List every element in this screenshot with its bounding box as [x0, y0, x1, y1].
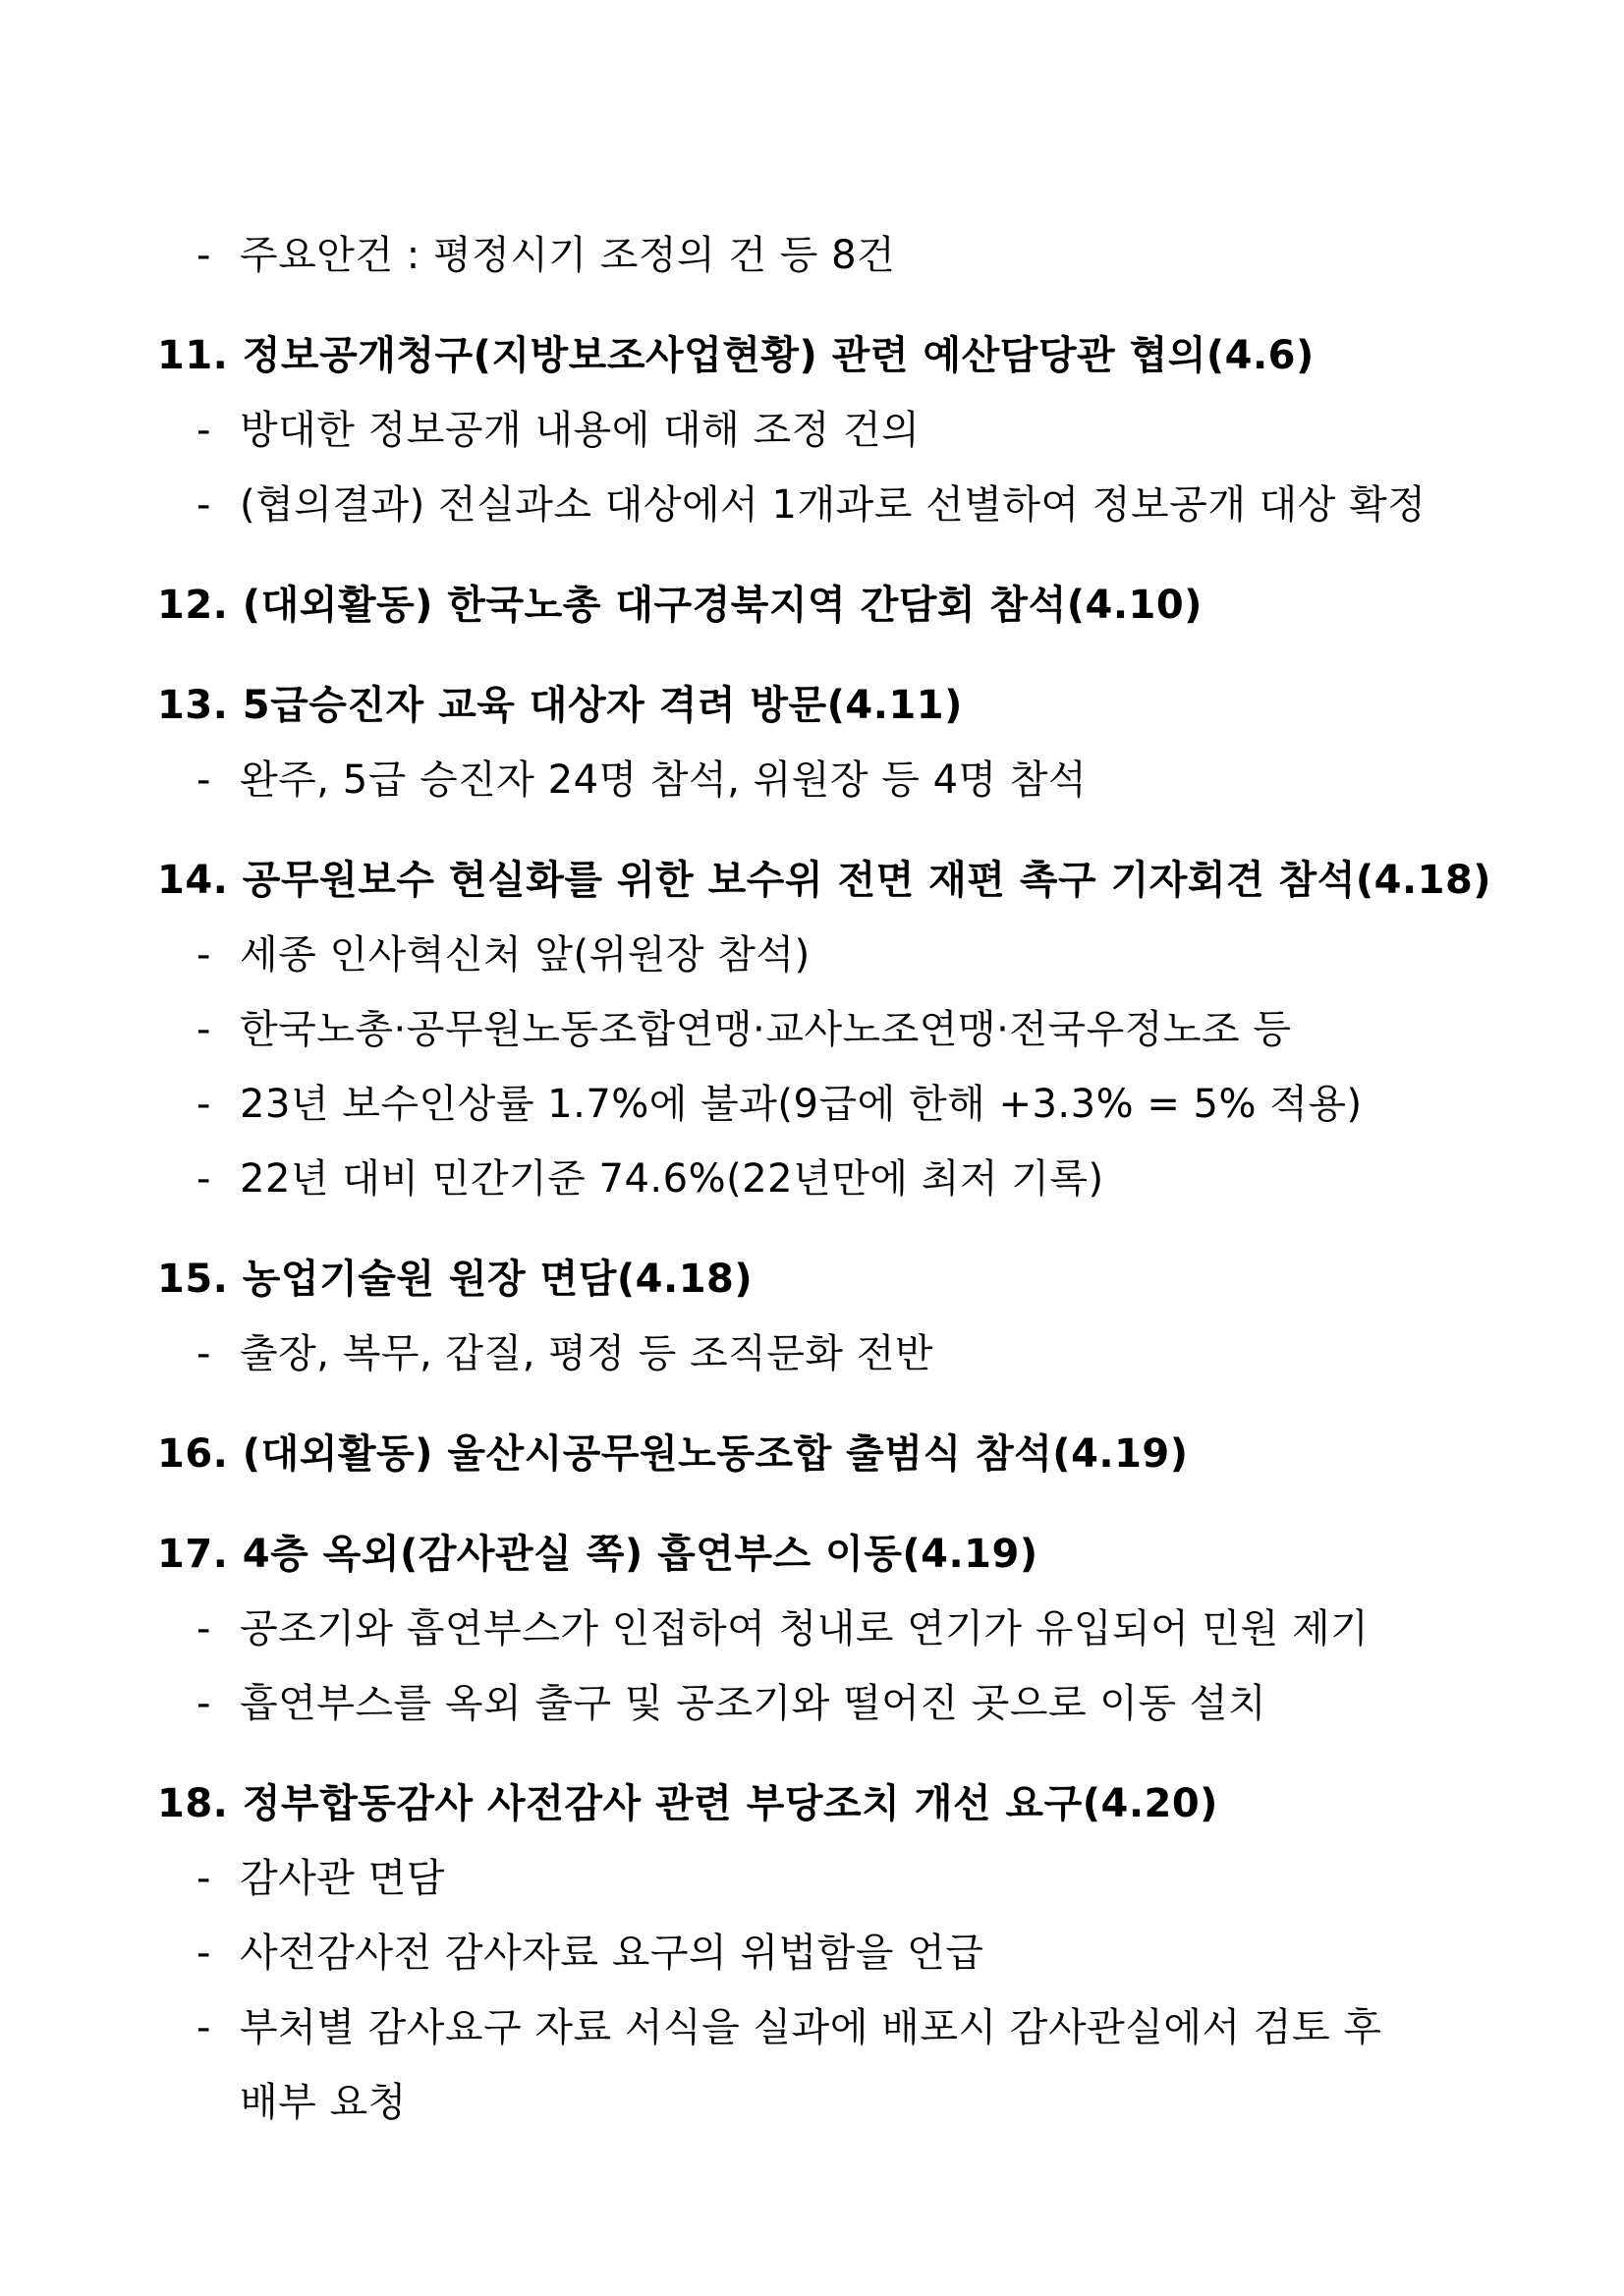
bullet-text: 공조기와 흡연부스가 인접하여 청내로 연기가 유입되어 민원 제기 [240, 1606, 1370, 1652]
bullet-text: 방대한 정보공개 내용에 대해 조정 건의 [240, 408, 921, 453]
bullet-text: 부처별 감사요구 자료 서식을 실과에 배포시 감사관실에서 검토 후 [240, 2005, 1382, 2050]
section-heading-13: 13. 5급승진자 교육 대상자 격려 방문(4.11) [157, 683, 963, 728]
bullet-text: 흡연부스를 옥외 출구 및 공조기와 떨어진 곳으로 이동 설치 [240, 1681, 1267, 1726]
bullet-dash: - [196, 2005, 211, 2050]
section-heading-11: 11. 정보공개청구(지방보조사업현황) 관련 예산담당관 협의(4.6) [157, 333, 1315, 378]
bullet-dash: - [196, 757, 211, 803]
bullet-text: 감사관 면담 [240, 1856, 445, 1901]
bullet-item [196, 931, 811, 979]
bullet-text: 세종 인사혁신처 앞(위원장 참석) [240, 932, 811, 978]
bullet-item [196, 1330, 933, 1377]
bullet-item [196, 407, 920, 454]
bullet-text: 주요안건 : 평정시기 조정의 건 등 8건 [240, 233, 896, 278]
bullet-text: 사전감사전 감사자료 요구의 위법함을 언급 [240, 1931, 984, 1976]
bullet-text: 22년 대비 민간기준 74.6%(22년만에 최저 기록) [240, 1156, 1104, 1202]
bullet-item [196, 1081, 1363, 1128]
bullet-dash: - [196, 1156, 211, 1202]
bullet-text: 한국노총·공무원노동조합연맹·교사노조연맹·전국우정노조 등 [240, 1007, 1292, 1052]
bullet-item [196, 1680, 1266, 1727]
bullet-text: (협의결과) 전실과소 대상에서 1개과로 선별하여 정보공개 대상 확정 [240, 482, 1427, 528]
bullet-dash: - [196, 932, 211, 978]
bullet-item [196, 1155, 1104, 1203]
bullet-item [196, 1930, 983, 1977]
bullet-text: 완주, 5급 승진자 24명 참석, 위원장 등 4명 참석 [240, 757, 1088, 803]
bullet-item [196, 1006, 1292, 1053]
bullet-item-agenda [196, 232, 895, 279]
bullet-text: 출장, 복무, 갑질, 평정 등 조직문화 전반 [240, 1331, 934, 1376]
bullet-dash: - [196, 1856, 211, 1901]
bullet-dash: - [196, 1681, 211, 1726]
bullet-dash: - [196, 1331, 211, 1376]
bullet-item [196, 756, 1087, 804]
bullet-item [196, 1855, 445, 1902]
section-heading-16: 16. (대외활동) 울산시공무원노동조합 출범식 참석(4.19) [157, 1431, 1189, 1477]
section-heading-15: 15. 농업기술원 원장 면담(4.18) [157, 1257, 754, 1302]
section-heading-17: 17. 4층 옥외(감사관실 쪽) 흡연부스 이동(4.19) [157, 1532, 1038, 1577]
section-heading-14: 14. 공무원보수 현실화를 위한 보수위 전면 재편 촉구 기자회견 참석(4.18) [157, 858, 1492, 903]
bullet-dash: - [196, 1007, 211, 1052]
bullet-item [196, 481, 1426, 529]
bullet-continuation: 배부 요청 [240, 2080, 407, 2125]
section-heading-18: 18. 정부합동감사 사전감사 관련 부당조치 개선 요구(4.20) [157, 1781, 1218, 1826]
bullet-dash: - [196, 1606, 211, 1652]
section-heading-12: 12. (대외활동) 한국노총 대구경북지역 간담회 참석(4.10) [157, 583, 1203, 628]
bullet-item [196, 1605, 1369, 1652]
bullet-dash: - [196, 408, 211, 453]
bullet-dash: - [196, 233, 211, 278]
bullet-dash: - [196, 482, 211, 528]
bullet-dash: - [196, 1931, 211, 1976]
bullet-dash: - [196, 1082, 211, 1127]
bullet-item [196, 2004, 1382, 2051]
bullet-text: 23년 보수인상률 1.7%에 불과(9급에 한해 +3.3% = 5% 적용) [240, 1082, 1363, 1127]
